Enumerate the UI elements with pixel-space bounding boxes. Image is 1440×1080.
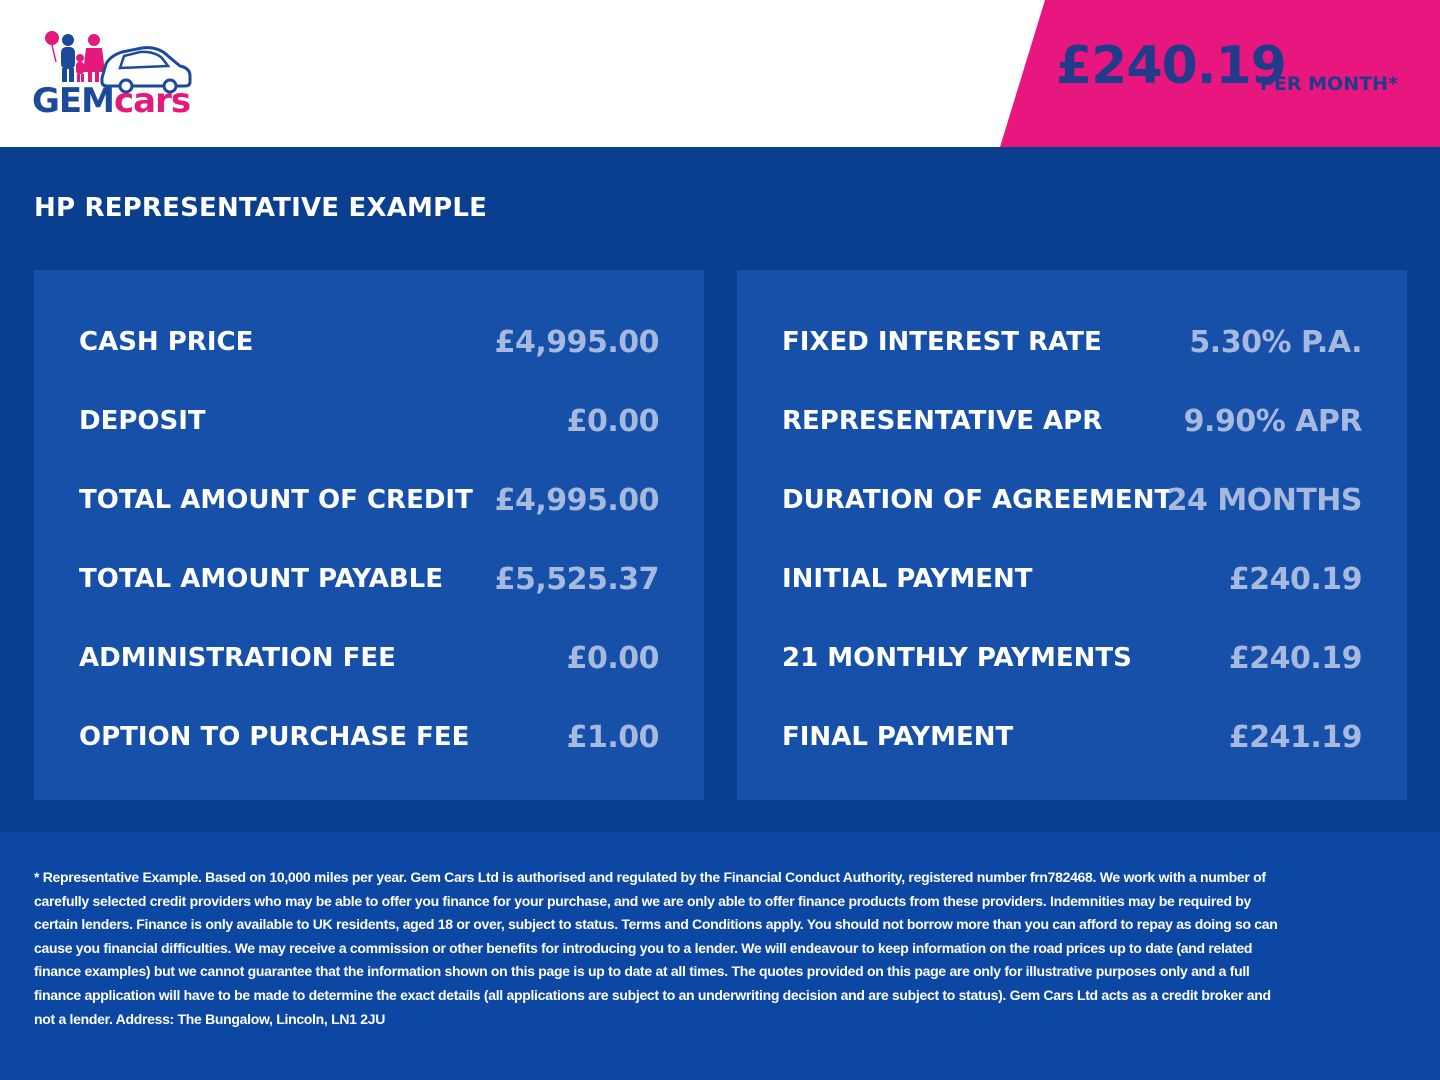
finance-row <box>782 564 1362 604</box>
finance-row <box>79 643 659 683</box>
finance-details-right-panel <box>737 270 1407 800</box>
row-label: ADMINISTRATION FEE <box>79 643 396 673</box>
row-label: TOTAL AMOUNT PAYABLE <box>79 564 443 594</box>
finance-row <box>782 406 1362 446</box>
row-value: £4,995.00 <box>494 325 659 360</box>
row-label: REPRESENTATIVE APR <box>782 406 1103 436</box>
monthly-price: £240.19 <box>1056 36 1286 96</box>
header-bar <box>0 0 1440 147</box>
logo-wordmark <box>32 81 191 121</box>
row-value: £241.19 <box>1228 720 1362 755</box>
row-value: £4,995.00 <box>494 483 659 518</box>
row-label: DURATION OF AGREEMENT <box>782 485 1173 515</box>
row-label: DEPOSIT <box>79 406 206 436</box>
disclaimer-text: * Representative Example. Based on 10,000 miles per year. Gem Cars Ltd is authorised and regulated by the Financial Conduct Authority, registered number frn782468. We work with a number of carefully selected credit providers who may be able to offer you finance for your purchase, and we are only able to offer finance products from these providers. Indemnities may be required by certain lenders. Finance is only available to UK residents, aged 18 or over, subject to status. Terms and Conditions apply. You should not borrow more than you can afford to repay as doing so can cause you financial difficulties. We may receive a commission or other benefits for introducing you to a lender. We will endeavour to keep information on the road prices up to date (and related finance examples) but we cannot guarantee that the information shown on this page is up to date at all times. The quotes provided on this page are only for illustrative purposes only and a full finance application will have to be made to determine the exact details (all applications are subject to an underwriting decision and are subject to status). Gem Cars Ltd acts as a credit broker and not a lender. Address: The Bungalow, Lincoln, LN1 2JU <box>34 869 1278 1027</box>
row-value: £0.00 <box>566 404 659 439</box>
gemcars-logo <box>30 26 210 126</box>
row-label: TOTAL AMOUNT OF CREDIT <box>79 485 473 515</box>
row-label: OPTION TO PURCHASE FEE <box>79 722 470 752</box>
row-value: £240.19 <box>1228 641 1362 676</box>
row-label: INITIAL PAYMENT <box>782 564 1033 594</box>
finance-details-left-panel <box>34 270 704 800</box>
finance-row <box>79 722 659 762</box>
finance-row <box>79 485 659 525</box>
row-value: £240.19 <box>1228 562 1362 597</box>
finance-row <box>79 564 659 604</box>
row-value: £5,525.37 <box>494 562 659 597</box>
row-value: £0.00 <box>566 641 659 676</box>
logo-cars-text: cars <box>113 81 191 121</box>
row-value: 24 MONTHS <box>1166 483 1362 518</box>
row-value: 9.90% APR <box>1183 404 1362 439</box>
finance-row <box>782 485 1362 525</box>
row-value: £1.00 <box>566 720 659 755</box>
logo-gem-text: GEM <box>32 81 114 121</box>
finance-row <box>782 327 1362 367</box>
finance-row <box>79 406 659 446</box>
finance-row <box>782 722 1362 762</box>
finance-row <box>782 643 1362 683</box>
row-value: 5.30% P.A. <box>1189 325 1362 360</box>
row-label: FINAL PAYMENT <box>782 722 1014 752</box>
finance-row <box>79 327 659 367</box>
row-label: 21 MONTHLY PAYMENTS <box>782 643 1132 673</box>
row-label: FIXED INTEREST RATE <box>782 327 1102 357</box>
row-label: CASH PRICE <box>79 327 254 357</box>
price-unit-label: PER MONTH* <box>1260 73 1398 95</box>
section-title: HP REPRESENTATIVE EXAMPLE <box>34 193 488 223</box>
